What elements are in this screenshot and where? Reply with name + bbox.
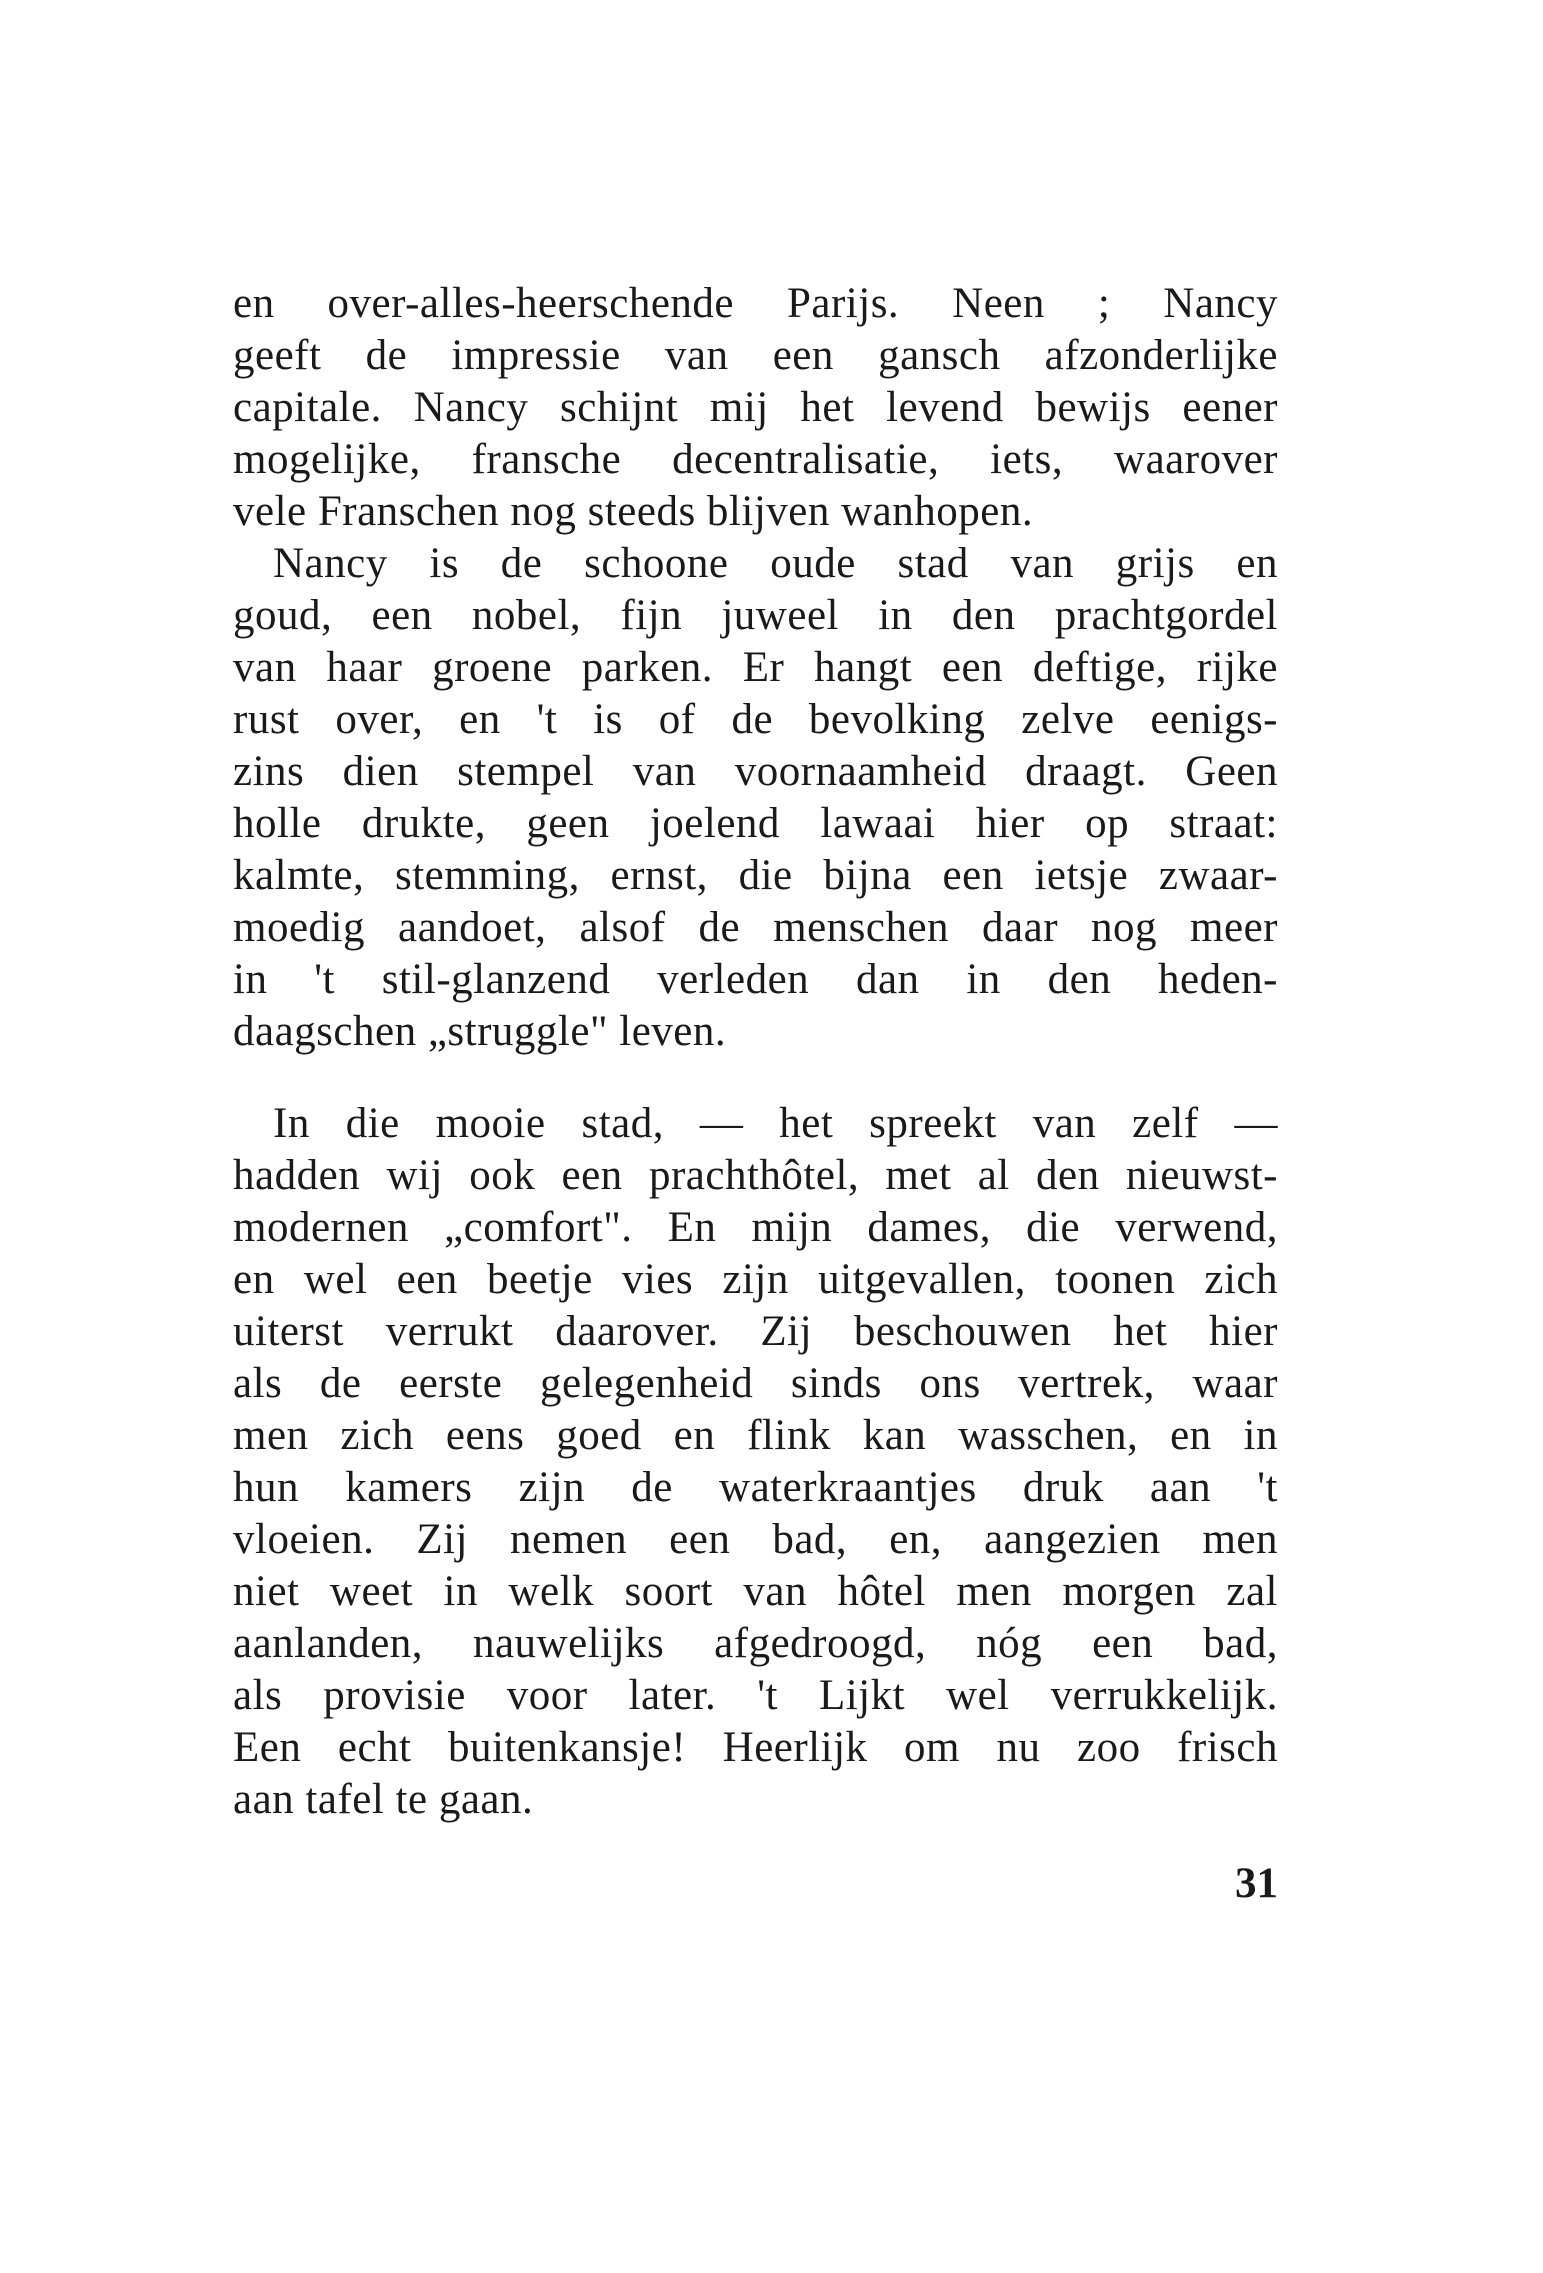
text-line: In die mooie stad, — het spreekt van zelf — <box>273 1100 1278 1147</box>
text-line: holle drukte, geen joelend lawaai hier op straat: <box>233 800 1278 847</box>
text-line: rust over, en 't is of de bevolking zelve eenigs- <box>233 696 1278 743</box>
text-line: men zich eens goed en flink kan wasschen, en in <box>233 1412 1278 1459</box>
text-line: als de eerste gelegenheid sinds ons vertrek, waar <box>233 1360 1278 1407</box>
text-line: kalmte, stemming, ernst, die bijna een ietsje zwaar- <box>233 852 1278 899</box>
text-line: aan tafel te gaan. <box>233 1776 534 1823</box>
text-line: van haar groene parken. Er hangt een deftige, rijke <box>233 644 1278 691</box>
text-line: aanlanden, nauwelijks afgedroogd, nóg een bad, <box>233 1620 1278 1667</box>
text-line: moedig aandoet, alsof de menschen daar nog meer <box>233 904 1278 951</box>
text-line: in 't stil-glanzend verleden dan in den heden- <box>233 956 1278 1003</box>
text-line: modernen „comfort". En mijn dames, die verwend, <box>233 1204 1278 1251</box>
paragraph-1 <box>233 278 1278 1058</box>
text-line: niet weet in welk soort van hôtel men morgen zal <box>233 1568 1278 1615</box>
text-line: en over-alles-heerschende Parijs. Neen ; Nancy <box>233 280 1278 327</box>
text-line: vele Franschen nog steeds blijven wanhopen. <box>233 488 1034 535</box>
text-line: en wel een beetje vies zijn uitgevallen, toonen zich <box>233 1256 1278 1303</box>
text-line: als provisie voor later. 't Lijkt wel verrukkelijk. <box>233 1672 1278 1719</box>
text-line: mogelijke, fransche decentralisatie, iets, waarover <box>233 436 1278 483</box>
text-line: uiterst verrukt daarover. Zij beschouwen het hier <box>233 1308 1278 1355</box>
text-line: vloeien. Zij nemen een bad, en, aangezien men <box>233 1516 1278 1563</box>
page-number: 31 <box>1235 1860 1278 1907</box>
text-line: hadden wij ook een prachthôtel, met al den nieuwst- <box>233 1152 1278 1199</box>
text-line: goud, een nobel, fijn juweel in den prachtgordel <box>233 592 1278 639</box>
text-line: zins dien stempel van voornaamheid draagt. Geen <box>233 748 1278 795</box>
text-line: Nancy is de schoone oude stad van grijs en <box>273 540 1278 587</box>
text-line: Een echt buitenkansje! Heerlijk om nu zoo frisch <box>233 1724 1278 1771</box>
text-line: capitale. Nancy schijnt mij het levend bewijs eener <box>233 384 1278 431</box>
text-line: daagschen „struggle" leven. <box>233 1008 727 1055</box>
paragraph-2 <box>233 1098 1278 1826</box>
text-line: hun kamers zijn de waterkraantjes druk aan 't <box>233 1464 1278 1511</box>
text-line: geeft de impressie van een gansch afzonderlijke <box>233 332 1278 379</box>
